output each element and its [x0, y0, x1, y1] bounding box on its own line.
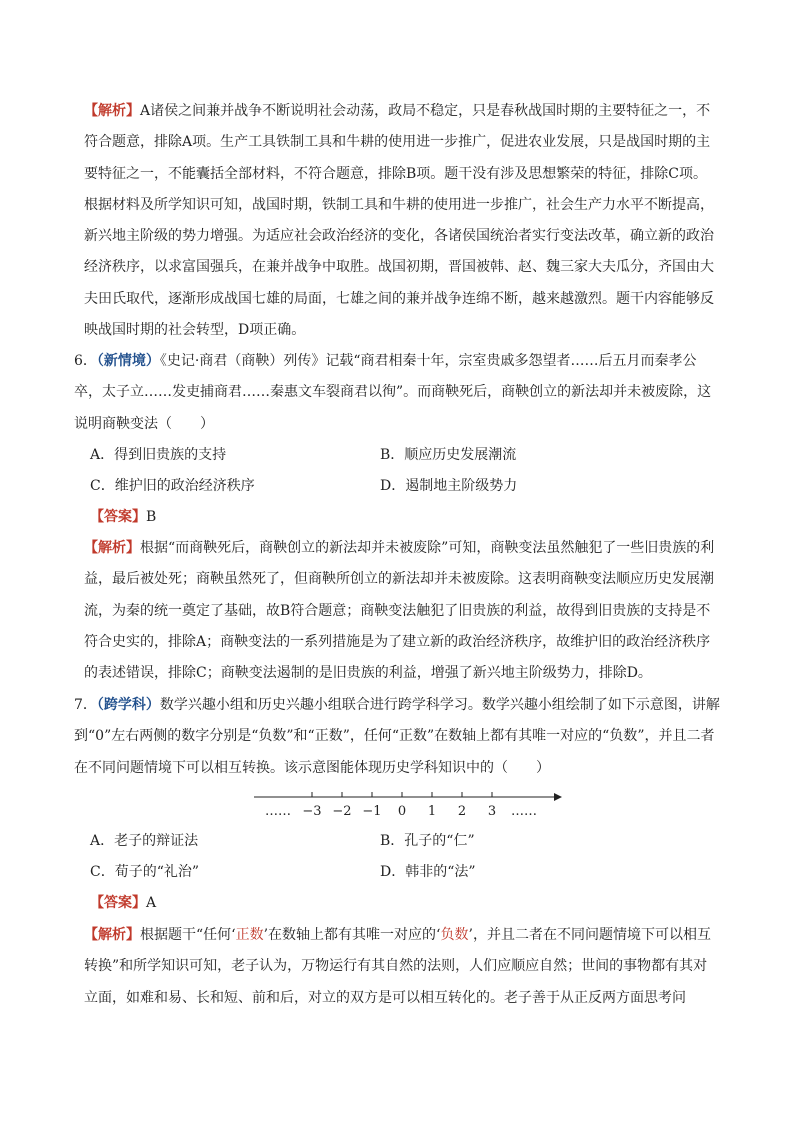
- option-d: D．韩非的“法”: [380, 864, 476, 880]
- option-c: C．荀子的“礼治”: [90, 864, 200, 880]
- analysis-highlight-negative: 负数: [440, 927, 469, 943]
- option-b: B．顺应历史发展潮流: [380, 447, 517, 463]
- answer-label: 【答案】: [90, 509, 146, 525]
- analysis-label: 【解析】: [84, 103, 140, 119]
- number-line-label: 0: [397, 804, 407, 819]
- option-a: A．得到旧贵族的支持: [90, 447, 227, 463]
- option-c: C．维护旧的政治经济秩序: [90, 478, 255, 494]
- question-number: 7．: [74, 697, 97, 713]
- question-stem: 数学兴趣小组和历史兴趣小组联合进行跨学科学习。数学兴趣小组绘制了如下示意图，讲解到“0”左右两侧的数字分别是“负数”和“正数”，任何“正数”在数轴上都有其唯一对应的“负数”，并且二者在不同问题情境下可以相互转换。该示意图能体现历史学科知识中的（ ）: [74, 697, 720, 776]
- analysis-highlight-positive: 正数: [235, 927, 264, 943]
- analysis-label: 【解析】: [84, 927, 140, 943]
- analysis-text-part1: 根据题干“任何‘: [140, 927, 236, 943]
- question-7-options-row1: [90, 826, 720, 857]
- question-stem: 《史记·商君（商鞅）列传》记载“商君相秦十年，宗室贵戚多怨望者……后五月而秦孝公卒，太子立……发吏捕商君……秦惠文车裂商君以徇”。而商鞅死后，商鞅创立的新法却并未被废除，这说明商鞅变法（ ）: [74, 353, 712, 432]
- question-7-options-row2: [90, 857, 720, 888]
- question-6-answer: [90, 502, 156, 533]
- option-d: D．遏制地主阶级势力: [380, 478, 518, 494]
- question-6-options-row2: [90, 471, 720, 502]
- analysis-text-part2: ’在数轴上都有其唯一对应的‘: [263, 927, 441, 943]
- number-line-label: 3: [487, 804, 497, 819]
- number-line-label: −2: [332, 804, 352, 819]
- analysis-text-part3: ’，并且二者在不同问题情境下可以相互转换”和所学知识可知，老子认为，万物运行有其自然的法则，人们应顺应自然；世间的事物都有其对立面，如难和易、长和短、前和后，对立的双方是可以相互转化的。老子善于从正反两方面思考问: [84, 927, 711, 1006]
- number-line-arrow: [554, 793, 562, 801]
- number-line-label: −3: [302, 804, 322, 819]
- question-7-answer: [90, 888, 156, 919]
- option-a: A．老子的辩证法: [90, 833, 199, 849]
- number-line-label: 2: [457, 804, 467, 819]
- analysis-text: 根据“而商鞅死后，商鞅创立的新法却并未被废除”可知，商鞅变法虽然触犯了一些旧贵族的利益，最后被处死；商鞅虽然死了，但商鞅所创立的新法却并未被废除。这表明商鞅变法顺应历史发展潮流，为秦的统一奠定了基础，故B符合题意；商鞅变法触犯了旧贵族的利益，故得到旧贵族的支持是不符合史实的，排除A；商鞅变法的一系列措施是为了建立新的政治经济秩序，故维护旧的政治经济秩序的表述错误，排除C；商鞅变法遏制的是旧贵族的利益，增强了新兴地主阶级势力，排除D。: [84, 540, 715, 682]
- analysis-q5: [84, 96, 720, 346]
- number-line-label: −1: [362, 804, 382, 819]
- question-6-options-row1: [90, 440, 720, 471]
- analysis-text: A诸侯之间兼并战争不断说明社会动荡，政局不稳定，只是春秋战国时期的主要特征之一，不符合题意，排除A项。生产工具铁制工具和牛耕的使用进一步推广，促进农业发展，只是战国时期的主要特征之一，不能囊括全部材料，不符合题意，排除B项。题干没有涉及思想繁荣的特征，排除C项。根据材料及所学知识可知，战国时期，铁制工具和牛耕的使用进一步推广，社会生产力水平不断提高，新兴地主阶级的势力增强。为适应社会政治经济的变化，各诸侯国统治者实行变法改革，确立新的政治经济秩序，以求富国强兵，在兼并战争中取胜。战国初期，晋国被韩、赵、魏三家大夫瓜分，齐国由大夫田氏取代，逐渐形成战国七雄的局面，七雄之间的兼并战争连绵不断，越来越激烈。题干内容能够反映战国时期的社会转型，D项正确。: [84, 103, 714, 339]
- question-7-analysis: [84, 920, 720, 1014]
- answer-label: 【答案】: [90, 895, 146, 911]
- number-line-label: ……: [511, 804, 537, 819]
- question-tag: （新情境）: [96, 353, 160, 369]
- question-tag: （跨学科）: [96, 697, 160, 713]
- answer-value: B: [146, 509, 157, 525]
- number-line-label: 1: [427, 804, 437, 819]
- question-7-stem: [74, 690, 720, 784]
- question-6-stem: [74, 346, 720, 440]
- question-number: 6．: [74, 353, 97, 369]
- answer-value: A: [146, 895, 157, 911]
- question-6-analysis: [84, 533, 720, 689]
- number-line-label: ……: [265, 804, 291, 819]
- option-b: B．孔子的“仁”: [380, 833, 475, 849]
- analysis-label: 【解析】: [84, 540, 140, 556]
